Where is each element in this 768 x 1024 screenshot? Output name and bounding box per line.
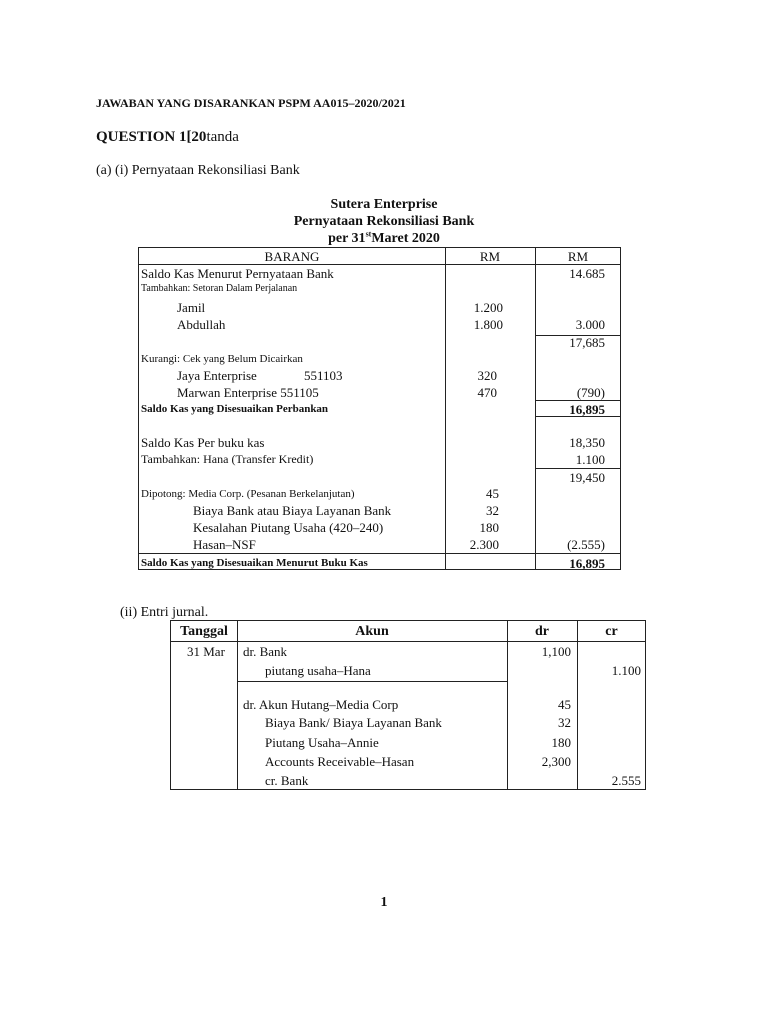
company-name: Sutera Enterprise [330, 197, 438, 212]
subtotal-2: 19,450 [569, 470, 605, 485]
adjusted-bank-label: Saldo Kas yang Disesuaikan Perbankan [141, 403, 329, 415]
journal-entry-heading: (ii) Entri jurnal. [120, 605, 209, 620]
add-deposits-label: Tambahkan: Setoran Dalam Perjalanan [141, 283, 298, 294]
entry1-debit-amount: 1,100 [541, 644, 571, 659]
entry2-credit-account: cr. Bank [265, 773, 309, 788]
journal-date: 31 Mar [187, 644, 225, 659]
entry1-credit-account: piutang usaha–Hana [265, 663, 371, 678]
jaya-cheque-number: 551103 [304, 368, 343, 383]
bank-balance-label: Saldo Kas Menurut Pernyataan Bank [141, 266, 334, 281]
page-number: 1 [380, 895, 388, 910]
document-title: JAWABAN YANG DISARANKAN PSPM AA015–2020/2021 [96, 96, 406, 110]
col-header-dr: dr [535, 624, 549, 639]
abdullah-amount: 1.800 [473, 317, 503, 332]
marwan-label: Marwan Enterprise 551105 [177, 385, 319, 400]
entry1-credit-amount: 1.100 [611, 663, 641, 678]
media-corp-amount: 45 [486, 486, 499, 501]
nsf-label: Hasan–NSF [193, 537, 256, 552]
marwan-amount: 470 [477, 385, 497, 400]
subtotal-1: 17,685 [569, 335, 605, 350]
hana-amount: 1.100 [575, 452, 605, 467]
question-number: QUESTION 1[20 [96, 129, 207, 145]
entry2-debit-amount-4: 2,300 [541, 754, 571, 769]
hana-label: Tambahkan: Hana (Transfer Kredit) [141, 452, 314, 466]
statement-title: Pernyataan Rekonsiliasi Bank [293, 214, 475, 229]
deduct-label: Dipotong: Media Corp. (Pesanan Berkelanjutan) [141, 488, 355, 500]
reconciliation-table [138, 247, 621, 570]
cheques-total: (790) [576, 385, 605, 400]
entry2-debit-account-2: Biaya Bank/ Biaya Layanan Bank [265, 715, 442, 730]
adjusted-book-label: Saldo Kas yang Disesuaikan Menurut Buku Kas [141, 557, 368, 569]
col-header-rm2: RM [567, 249, 589, 264]
receivable-error-label: Kesalahan Piutang Usaha (420–240) [193, 520, 384, 535]
col-header-account: Akun [355, 624, 389, 639]
receivable-error-amount: 180 [479, 520, 499, 535]
bank-balance-amount: 14.685 [569, 266, 605, 281]
deposits-total: 3.000 [575, 317, 605, 332]
adjusted-bank-amount: 16,895 [569, 402, 605, 417]
col-header-cr: cr [605, 624, 618, 639]
jamil-amount: 1.200 [473, 300, 503, 315]
jaya-label: Jaya Enterprise [177, 368, 257, 383]
entry2-debit-account-3: Piutang Usaha–Annie [265, 735, 379, 750]
abdullah-label: Abdullah [177, 317, 226, 332]
entry1-debit-account: dr. Bank [243, 644, 288, 659]
entry2-debit-account-4: Accounts Receivable–Hasan [265, 754, 415, 769]
col-header-rm1: RM [479, 249, 501, 264]
bank-charges-amount: 32 [486, 503, 499, 518]
jaya-amount: 320 [477, 368, 497, 383]
col-header-date: Tanggal [180, 624, 228, 639]
entry2-credit-amount: 2.555 [611, 773, 641, 788]
adjusted-book-amount: 16,895 [569, 556, 605, 571]
jamil-label: Jamil [177, 300, 206, 315]
entry2-debit-amount-1: 45 [558, 697, 571, 712]
bank-charges-label: Biaya Bank atau Biaya Layanan Bank [193, 503, 392, 518]
book-balance-label: Saldo Kas Per buku kas [141, 435, 265, 450]
entry2-debit-account-1: dr. Akun Hutang–Media Corp [243, 697, 399, 712]
entry2-debit-amount-2: 32 [558, 715, 571, 730]
deduct-total: (2.555) [567, 537, 605, 552]
question-marks: tanda [206, 129, 239, 145]
journal-table [170, 620, 646, 790]
less-cheques-label: Kurangi: Cek yang Belum Dicairkan [141, 353, 303, 365]
col-header-item: BARANG [264, 249, 320, 264]
statement-date: per 31stMaret 2020 [328, 229, 440, 246]
book-balance-amount: 18,350 [569, 435, 605, 450]
entry2-debit-amount-3: 180 [551, 735, 571, 750]
subpart-heading: (a) (i) Pernyataan Rekonsiliasi Bank [96, 163, 300, 178]
nsf-amount: 2.300 [469, 537, 499, 552]
question-heading [96, 129, 239, 146]
